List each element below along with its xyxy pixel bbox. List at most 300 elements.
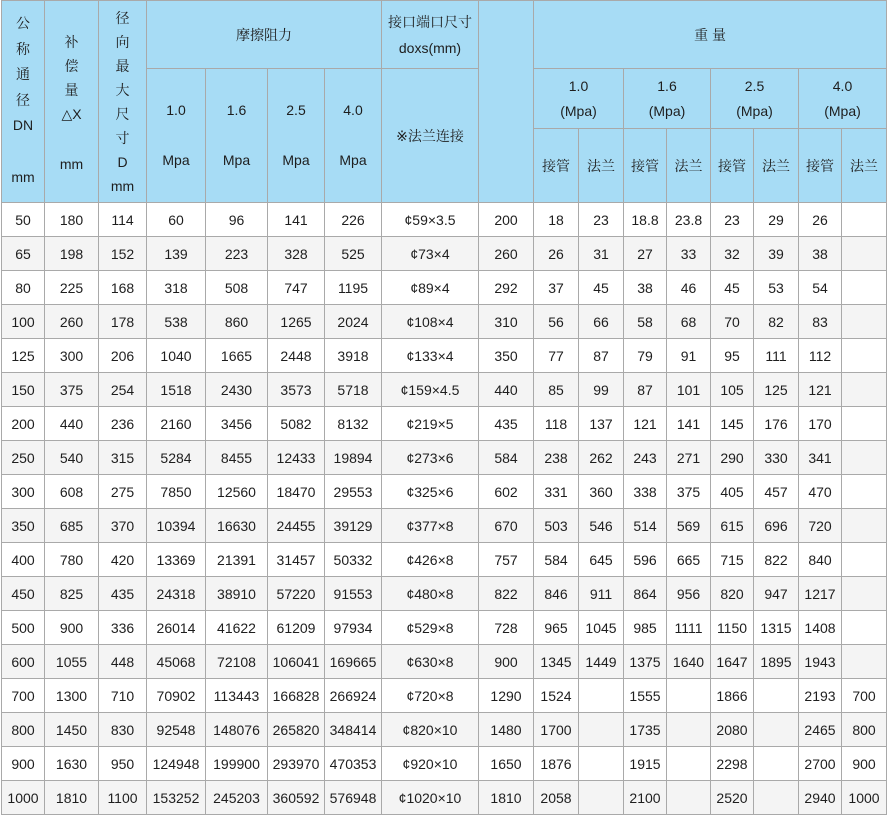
- cell-port-size: ¢377×8: [382, 509, 479, 543]
- cell-weight-4-0-flange: [842, 203, 887, 237]
- cell-weight-4-0-flange: [842, 441, 887, 475]
- cell-weight-4-0-flange: [842, 237, 887, 271]
- cell-friction-1-6: 860: [206, 305, 268, 339]
- cell-compensation: 1450: [45, 713, 99, 747]
- cell-weight-1-6-pipe: 596: [624, 543, 667, 577]
- cell-weight-2-5-flange: 82: [754, 305, 799, 339]
- cell-compensation: 608: [45, 475, 99, 509]
- cell-compensation: 685: [45, 509, 99, 543]
- cell-weight-1-6-pipe: 27: [624, 237, 667, 271]
- cell-weight-1-0-flange: 645: [579, 543, 624, 577]
- pressure-unit: Mpa: [162, 152, 190, 168]
- cell-weight-4-0-pipe: 26: [799, 203, 842, 237]
- cell-unlabeled-value: 822: [479, 577, 534, 611]
- cell-friction-2-5: 328: [268, 237, 325, 271]
- table-row: [2, 747, 887, 781]
- pressure-unit: Mpa: [222, 152, 251, 168]
- cell-weight-1-6-pipe: 1735: [624, 713, 667, 747]
- header-weight-4-0-pipe: 接管: [799, 129, 842, 203]
- cell-weight-2-5-flange: 176: [754, 407, 799, 441]
- pressure-value: 2.5: [286, 102, 306, 118]
- cell-max-radial-size: 710: [99, 679, 147, 713]
- cell-weight-4-0-pipe: 470: [799, 475, 842, 509]
- pressure-unit: (Mpa): [560, 102, 597, 119]
- cell-weight-1-6-pipe: 58: [624, 305, 667, 339]
- header-max-radial-size: [99, 1, 147, 203]
- cell-compensation: 260: [45, 305, 99, 339]
- cell-compensation: 440: [45, 407, 99, 441]
- cell-weight-1-6-flange: 956: [667, 577, 711, 611]
- cell-weight-4-0-pipe: 840: [799, 543, 842, 577]
- cell-weight-1-6-flange: 375: [667, 475, 711, 509]
- cell-weight-4-0-flange: [842, 305, 887, 339]
- cell-weight-4-0-flange: [842, 407, 887, 441]
- cell-weight-1-6-pipe: 1555: [624, 679, 667, 713]
- cell-nominal-diameter: 800: [2, 713, 45, 747]
- header-friction-1-6: [206, 69, 268, 203]
- cell-weight-1-6-flange: 33: [667, 237, 711, 271]
- cell-weight-1-0-pipe: 77: [534, 339, 579, 373]
- cell-friction-2-5: 5082: [268, 407, 325, 441]
- cell-friction-1-0: 153252: [147, 781, 206, 815]
- cell-compensation: 1630: [45, 747, 99, 781]
- cell-weight-4-0-flange: 800: [842, 713, 887, 747]
- cell-weight-1-6-flange: [667, 713, 711, 747]
- cell-friction-4-0: 3918: [325, 339, 382, 373]
- header-weight-1-6-pipe: 接管: [624, 129, 667, 203]
- cell-compensation: 1810: [45, 781, 99, 815]
- cell-port-size: ¢159×4.5: [382, 373, 479, 407]
- cell-friction-2-5: 2448: [268, 339, 325, 373]
- table-row: [2, 339, 887, 373]
- cell-friction-4-0: 91553: [325, 577, 382, 611]
- cell-max-radial-size: 830: [99, 713, 147, 747]
- header-nominal-diameter: [2, 1, 45, 203]
- cell-weight-4-0-pipe: 170: [799, 407, 842, 441]
- cell-weight-1-0-pipe: 2058: [534, 781, 579, 815]
- cell-nominal-diameter: 125: [2, 339, 45, 373]
- cell-weight-2-5-flange: 1315: [754, 611, 799, 645]
- header-text: 径: [16, 91, 30, 108]
- cell-weight-1-0-flange: [579, 679, 624, 713]
- cell-weight-2-5-pipe: 2080: [711, 713, 754, 747]
- header-compensation: [45, 1, 99, 203]
- pressure-value: 4.0: [343, 102, 363, 118]
- cell-weight-2-5-pipe: 2520: [711, 781, 754, 815]
- cell-friction-2-5: 3573: [268, 373, 325, 407]
- header-friction-2-5: [268, 69, 325, 203]
- cell-friction-1-0: 92548: [147, 713, 206, 747]
- cell-friction-4-0: 348414: [325, 713, 382, 747]
- cell-weight-4-0-pipe: 112: [799, 339, 842, 373]
- cell-weight-1-6-pipe: 1915: [624, 747, 667, 781]
- header-friction-1-0: [147, 69, 206, 203]
- cell-max-radial-size: 1100: [99, 781, 147, 815]
- cell-port-size: ¢1020×10: [382, 781, 479, 815]
- cell-weight-4-0-pipe: 2700: [799, 747, 842, 781]
- header-text: 径: [115, 10, 130, 26]
- cell-weight-1-6-pipe: 864: [624, 577, 667, 611]
- cell-weight-4-0-flange: 1000: [842, 781, 887, 815]
- cell-weight-1-6-pipe: 514: [624, 509, 667, 543]
- cell-max-radial-size: 168: [99, 271, 147, 305]
- cell-weight-1-6-pipe: 2100: [624, 781, 667, 815]
- cell-weight-4-0-flange: [842, 509, 887, 543]
- cell-weight-2-5-pipe: 405: [711, 475, 754, 509]
- header-text: 通: [16, 66, 30, 82]
- header-text: DN: [12, 117, 34, 133]
- cell-weight-4-0-flange: [842, 543, 887, 577]
- cell-weight-4-0-pipe: 2940: [799, 781, 842, 815]
- cell-weight-1-6-pipe: 1375: [624, 645, 667, 679]
- cell-max-radial-size: 370: [99, 509, 147, 543]
- header-text: D: [117, 154, 128, 170]
- cell-weight-2-5-flange: 696: [754, 509, 799, 543]
- header-text: 称: [16, 40, 30, 57]
- pressure-unit: Mpa: [339, 152, 367, 168]
- cell-friction-2-5: 12433: [268, 441, 325, 475]
- cell-port-size: ¢108×4: [382, 305, 479, 339]
- cell-weight-4-0-flange: [842, 645, 887, 679]
- cell-weight-1-6-pipe: 79: [624, 339, 667, 373]
- cell-weight-2-5-pipe: 290: [711, 441, 754, 475]
- cell-weight-4-0-pipe: 54: [799, 271, 842, 305]
- cell-weight-1-6-flange: 68: [667, 305, 711, 339]
- cell-friction-1-0: 5284: [147, 441, 206, 475]
- cell-weight-1-0-flange: 45: [579, 271, 624, 305]
- cell-weight-2-5-pipe: 23: [711, 203, 754, 237]
- table-body: [2, 203, 887, 815]
- cell-weight-1-6-pipe: 121: [624, 407, 667, 441]
- cell-friction-1-6: 96: [206, 203, 268, 237]
- cell-max-radial-size: 336: [99, 611, 147, 645]
- cell-weight-1-0-pipe: 18: [534, 203, 579, 237]
- cell-weight-1-0-pipe: 238: [534, 441, 579, 475]
- table-row: [2, 441, 887, 475]
- cell-weight-1-6-flange: 271: [667, 441, 711, 475]
- cell-friction-1-0: 24318: [147, 577, 206, 611]
- cell-unlabeled-value: 1810: [479, 781, 534, 815]
- cell-weight-4-0-pipe: 83: [799, 305, 842, 339]
- cell-friction-2-5: 106041: [268, 645, 325, 679]
- cell-friction-4-0: 470353: [325, 747, 382, 781]
- header-row-1: [2, 1, 887, 69]
- cell-friction-1-0: 124948: [147, 747, 206, 781]
- cell-nominal-diameter: 900: [2, 747, 45, 781]
- cell-port-size: ¢59×3.5: [382, 203, 479, 237]
- cell-compensation: 780: [45, 543, 99, 577]
- pressure-value: 1.0: [166, 102, 186, 118]
- cell-unlabeled-value: 728: [479, 611, 534, 645]
- cell-port-size: ¢219×5: [382, 407, 479, 441]
- cell-weight-1-0-pipe: 503: [534, 509, 579, 543]
- cell-nominal-diameter: 700: [2, 679, 45, 713]
- table-row: [2, 203, 887, 237]
- cell-weight-2-5-flange: 947: [754, 577, 799, 611]
- cell-weight-1-6-flange: 1111: [667, 611, 711, 645]
- cell-weight-1-6-flange: 46: [667, 271, 711, 305]
- cell-port-size: ¢630×8: [382, 645, 479, 679]
- cell-weight-1-6-flange: 91: [667, 339, 711, 373]
- cell-friction-1-6: 72108: [206, 645, 268, 679]
- cell-max-radial-size: 315: [99, 441, 147, 475]
- cell-weight-2-5-pipe: 2298: [711, 747, 754, 781]
- cell-nominal-diameter: 80: [2, 271, 45, 305]
- cell-weight-2-5-flange: [754, 747, 799, 781]
- cell-weight-1-0-flange: [579, 713, 624, 747]
- cell-max-radial-size: 950: [99, 747, 147, 781]
- cell-weight-4-0-pipe: 1943: [799, 645, 842, 679]
- cell-port-size: ¢480×8: [382, 577, 479, 611]
- header-text: 最: [115, 58, 130, 74]
- cell-weight-4-0-flange: [842, 339, 887, 373]
- cell-friction-4-0: 576948: [325, 781, 382, 815]
- cell-nominal-diameter: 50: [2, 203, 45, 237]
- cell-weight-1-0-pipe: 1345: [534, 645, 579, 679]
- cell-friction-2-5: 360592: [268, 781, 325, 815]
- header-blank: [479, 1, 534, 203]
- cell-max-radial-size: 178: [99, 305, 147, 339]
- cell-weight-2-5-pipe: 70: [711, 305, 754, 339]
- cell-weight-1-0-flange: 23: [579, 203, 624, 237]
- table-row: [2, 509, 887, 543]
- cell-unlabeled-value: 1650: [479, 747, 534, 781]
- cell-weight-1-0-flange: 137: [579, 407, 624, 441]
- cell-weight-1-0-pipe: 1876: [534, 747, 579, 781]
- cell-max-radial-size: 254: [99, 373, 147, 407]
- cell-unlabeled-value: 440: [479, 373, 534, 407]
- cell-friction-2-5: 31457: [268, 543, 325, 577]
- cell-friction-1-6: 16630: [206, 509, 268, 543]
- cell-weight-2-5-pipe: 715: [711, 543, 754, 577]
- cell-weight-4-0-flange: [842, 577, 887, 611]
- cell-unlabeled-value: 1480: [479, 713, 534, 747]
- cell-friction-1-0: 1518: [147, 373, 206, 407]
- cell-friction-1-0: 70902: [147, 679, 206, 713]
- cell-port-size: ¢720×8: [382, 679, 479, 713]
- cell-friction-4-0: 8132: [325, 407, 382, 441]
- cell-weight-4-0-pipe: 1408: [799, 611, 842, 645]
- cell-max-radial-size: 236: [99, 407, 147, 441]
- cell-unlabeled-value: 1290: [479, 679, 534, 713]
- cell-weight-1-0-flange: [579, 781, 624, 815]
- cell-weight-1-0-flange: 911: [579, 577, 624, 611]
- cell-unlabeled-value: 310: [479, 305, 534, 339]
- cell-weight-2-5-pipe: 145: [711, 407, 754, 441]
- cell-friction-1-6: 21391: [206, 543, 268, 577]
- header-text: 大: [115, 82, 130, 98]
- cell-weight-1-6-flange: 569: [667, 509, 711, 543]
- cell-compensation: 375: [45, 373, 99, 407]
- pressure-unit: (Mpa): [648, 102, 686, 119]
- cell-weight-1-0-pipe: 56: [534, 305, 579, 339]
- cell-unlabeled-value: 260: [479, 237, 534, 271]
- cell-friction-2-5: 61209: [268, 611, 325, 645]
- header-unit: mm: [110, 178, 135, 194]
- cell-port-size: ¢273×6: [382, 441, 479, 475]
- cell-friction-1-6: 223: [206, 237, 268, 271]
- cell-friction-4-0: 5718: [325, 373, 382, 407]
- cell-weight-4-0-flange: [842, 373, 887, 407]
- cell-friction-1-6: 148076: [206, 713, 268, 747]
- cell-weight-2-5-pipe: 32: [711, 237, 754, 271]
- table-row: [2, 645, 887, 679]
- cell-weight-1-0-flange: 99: [579, 373, 624, 407]
- cell-weight-1-0-flange: 66: [579, 305, 624, 339]
- cell-port-size: ¢426×8: [382, 543, 479, 577]
- cell-weight-2-5-flange: 39: [754, 237, 799, 271]
- cell-unlabeled-value: 350: [479, 339, 534, 373]
- cell-friction-4-0: 1195: [325, 271, 382, 305]
- cell-friction-1-6: 3456: [206, 407, 268, 441]
- header-weight-4-0-flange: 法兰: [842, 129, 887, 203]
- cell-nominal-diameter: 150: [2, 373, 45, 407]
- header-weight-1-0-pipe: 接管: [534, 129, 579, 203]
- header-port-note: ※法兰连接: [382, 69, 479, 203]
- header-friction: 摩擦阻力: [147, 1, 382, 69]
- cell-weight-1-0-flange: 87: [579, 339, 624, 373]
- cell-friction-1-0: 26014: [147, 611, 206, 645]
- cell-compensation: 198: [45, 237, 99, 271]
- cell-weight-1-6-flange: 23.8: [667, 203, 711, 237]
- cell-nominal-diameter: 200: [2, 407, 45, 441]
- table-row: [2, 305, 887, 339]
- cell-weight-1-0-pipe: 85: [534, 373, 579, 407]
- cell-friction-4-0: 97934: [325, 611, 382, 645]
- cell-friction-1-0: 538: [147, 305, 206, 339]
- cell-weight-1-6-pipe: 38: [624, 271, 667, 305]
- cell-weight-2-5-pipe: 1647: [711, 645, 754, 679]
- cell-weight-2-5-pipe: 95: [711, 339, 754, 373]
- cell-friction-4-0: 50332: [325, 543, 382, 577]
- cell-nominal-diameter: 300: [2, 475, 45, 509]
- cell-friction-1-6: 1665: [206, 339, 268, 373]
- cell-unlabeled-value: 200: [479, 203, 534, 237]
- cell-weight-1-6-pipe: 87: [624, 373, 667, 407]
- cell-max-radial-size: 114: [99, 203, 147, 237]
- cell-friction-4-0: 226: [325, 203, 382, 237]
- cell-friction-4-0: 525: [325, 237, 382, 271]
- cell-friction-1-6: 8455: [206, 441, 268, 475]
- header-text: 向: [115, 34, 130, 50]
- cell-friction-1-6: 113443: [206, 679, 268, 713]
- cell-compensation: 900: [45, 611, 99, 645]
- cell-unlabeled-value: 435: [479, 407, 534, 441]
- cell-weight-4-0-pipe: 720: [799, 509, 842, 543]
- cell-port-size: ¢89×4: [382, 271, 479, 305]
- header-unit: mm: [59, 156, 84, 172]
- header-weight-1-0: [534, 69, 624, 129]
- cell-weight-1-0-pipe: 846: [534, 577, 579, 611]
- pressure-unit: Mpa: [282, 152, 310, 168]
- cell-friction-1-0: 139: [147, 237, 206, 271]
- cell-port-size: ¢133×4: [382, 339, 479, 373]
- header-text: 补: [64, 34, 79, 50]
- table-row: [2, 577, 887, 611]
- header-weight-2-5-flange: 法兰: [754, 129, 799, 203]
- cell-friction-4-0: 2024: [325, 305, 382, 339]
- cell-weight-1-6-flange: 141: [667, 407, 711, 441]
- cell-weight-4-0-pipe: 2193: [799, 679, 842, 713]
- cell-friction-1-0: 1040: [147, 339, 206, 373]
- cell-weight-1-0-pipe: 331: [534, 475, 579, 509]
- table-row: [2, 679, 887, 713]
- header-text: 寸: [115, 130, 130, 146]
- cell-weight-1-6-flange: [667, 747, 711, 781]
- cell-friction-1-6: 12560: [206, 475, 268, 509]
- cell-unlabeled-value: 584: [479, 441, 534, 475]
- cell-unlabeled-value: 900: [479, 645, 534, 679]
- cell-weight-2-5-flange: [754, 781, 799, 815]
- cell-unlabeled-value: 670: [479, 509, 534, 543]
- cell-weight-2-5-flange: 457: [754, 475, 799, 509]
- header-text: 尺: [115, 106, 130, 122]
- cell-weight-4-0-pipe: 38: [799, 237, 842, 271]
- header-weight-2-5: [711, 69, 799, 129]
- cell-weight-2-5-pipe: 1866: [711, 679, 754, 713]
- cell-weight-1-6-pipe: 985: [624, 611, 667, 645]
- cell-nominal-diameter: 65: [2, 237, 45, 271]
- cell-weight-1-0-pipe: 37: [534, 271, 579, 305]
- table-row: [2, 611, 887, 645]
- table-row: [2, 271, 887, 305]
- cell-friction-2-5: 1265: [268, 305, 325, 339]
- cell-weight-1-6-flange: 665: [667, 543, 711, 577]
- cell-compensation: 300: [45, 339, 99, 373]
- cell-max-radial-size: 275: [99, 475, 147, 509]
- cell-max-radial-size: 435: [99, 577, 147, 611]
- cell-weight-1-0-pipe: 118: [534, 407, 579, 441]
- cell-weight-1-0-pipe: 26: [534, 237, 579, 271]
- cell-weight-4-0-pipe: 1217: [799, 577, 842, 611]
- cell-friction-1-6: 2430: [206, 373, 268, 407]
- cell-friction-1-0: 318: [147, 271, 206, 305]
- header-text: △X: [61, 106, 82, 122]
- cell-weight-1-6-pipe: 243: [624, 441, 667, 475]
- cell-nominal-diameter: 600: [2, 645, 45, 679]
- cell-friction-2-5: 747: [268, 271, 325, 305]
- cell-weight-4-0-flange: [842, 611, 887, 645]
- cell-weight-4-0-pipe: 341: [799, 441, 842, 475]
- pressure-value: 1.0: [568, 77, 589, 94]
- cell-weight-2-5-flange: [754, 713, 799, 747]
- cell-weight-4-0-flange: 700: [842, 679, 887, 713]
- cell-max-radial-size: 206: [99, 339, 147, 373]
- cell-compensation: 540: [45, 441, 99, 475]
- cell-friction-2-5: 24455: [268, 509, 325, 543]
- table-row: [2, 713, 887, 747]
- table-header: [2, 1, 887, 203]
- cell-max-radial-size: 152: [99, 237, 147, 271]
- cell-max-radial-size: 448: [99, 645, 147, 679]
- cell-weight-1-0-flange: 262: [579, 441, 624, 475]
- pressure-value: 1.6: [657, 77, 677, 94]
- cell-friction-1-0: 60: [147, 203, 206, 237]
- cell-weight-4-0-pipe: 2465: [799, 713, 842, 747]
- table-row: [2, 237, 887, 271]
- cell-friction-2-5: 141: [268, 203, 325, 237]
- cell-weight-1-6-pipe: 18.8: [624, 203, 667, 237]
- cell-weight-1-0-pipe: 1700: [534, 713, 579, 747]
- header-port-size: [382, 1, 479, 69]
- cell-friction-1-0: 10394: [147, 509, 206, 543]
- cell-weight-2-5-pipe: 1150: [711, 611, 754, 645]
- cell-weight-1-0-flange: 1045: [579, 611, 624, 645]
- cell-friction-4-0: 19894: [325, 441, 382, 475]
- header-text: 偿: [64, 58, 79, 74]
- cell-friction-1-0: 13369: [147, 543, 206, 577]
- cell-weight-2-5-pipe: 615: [711, 509, 754, 543]
